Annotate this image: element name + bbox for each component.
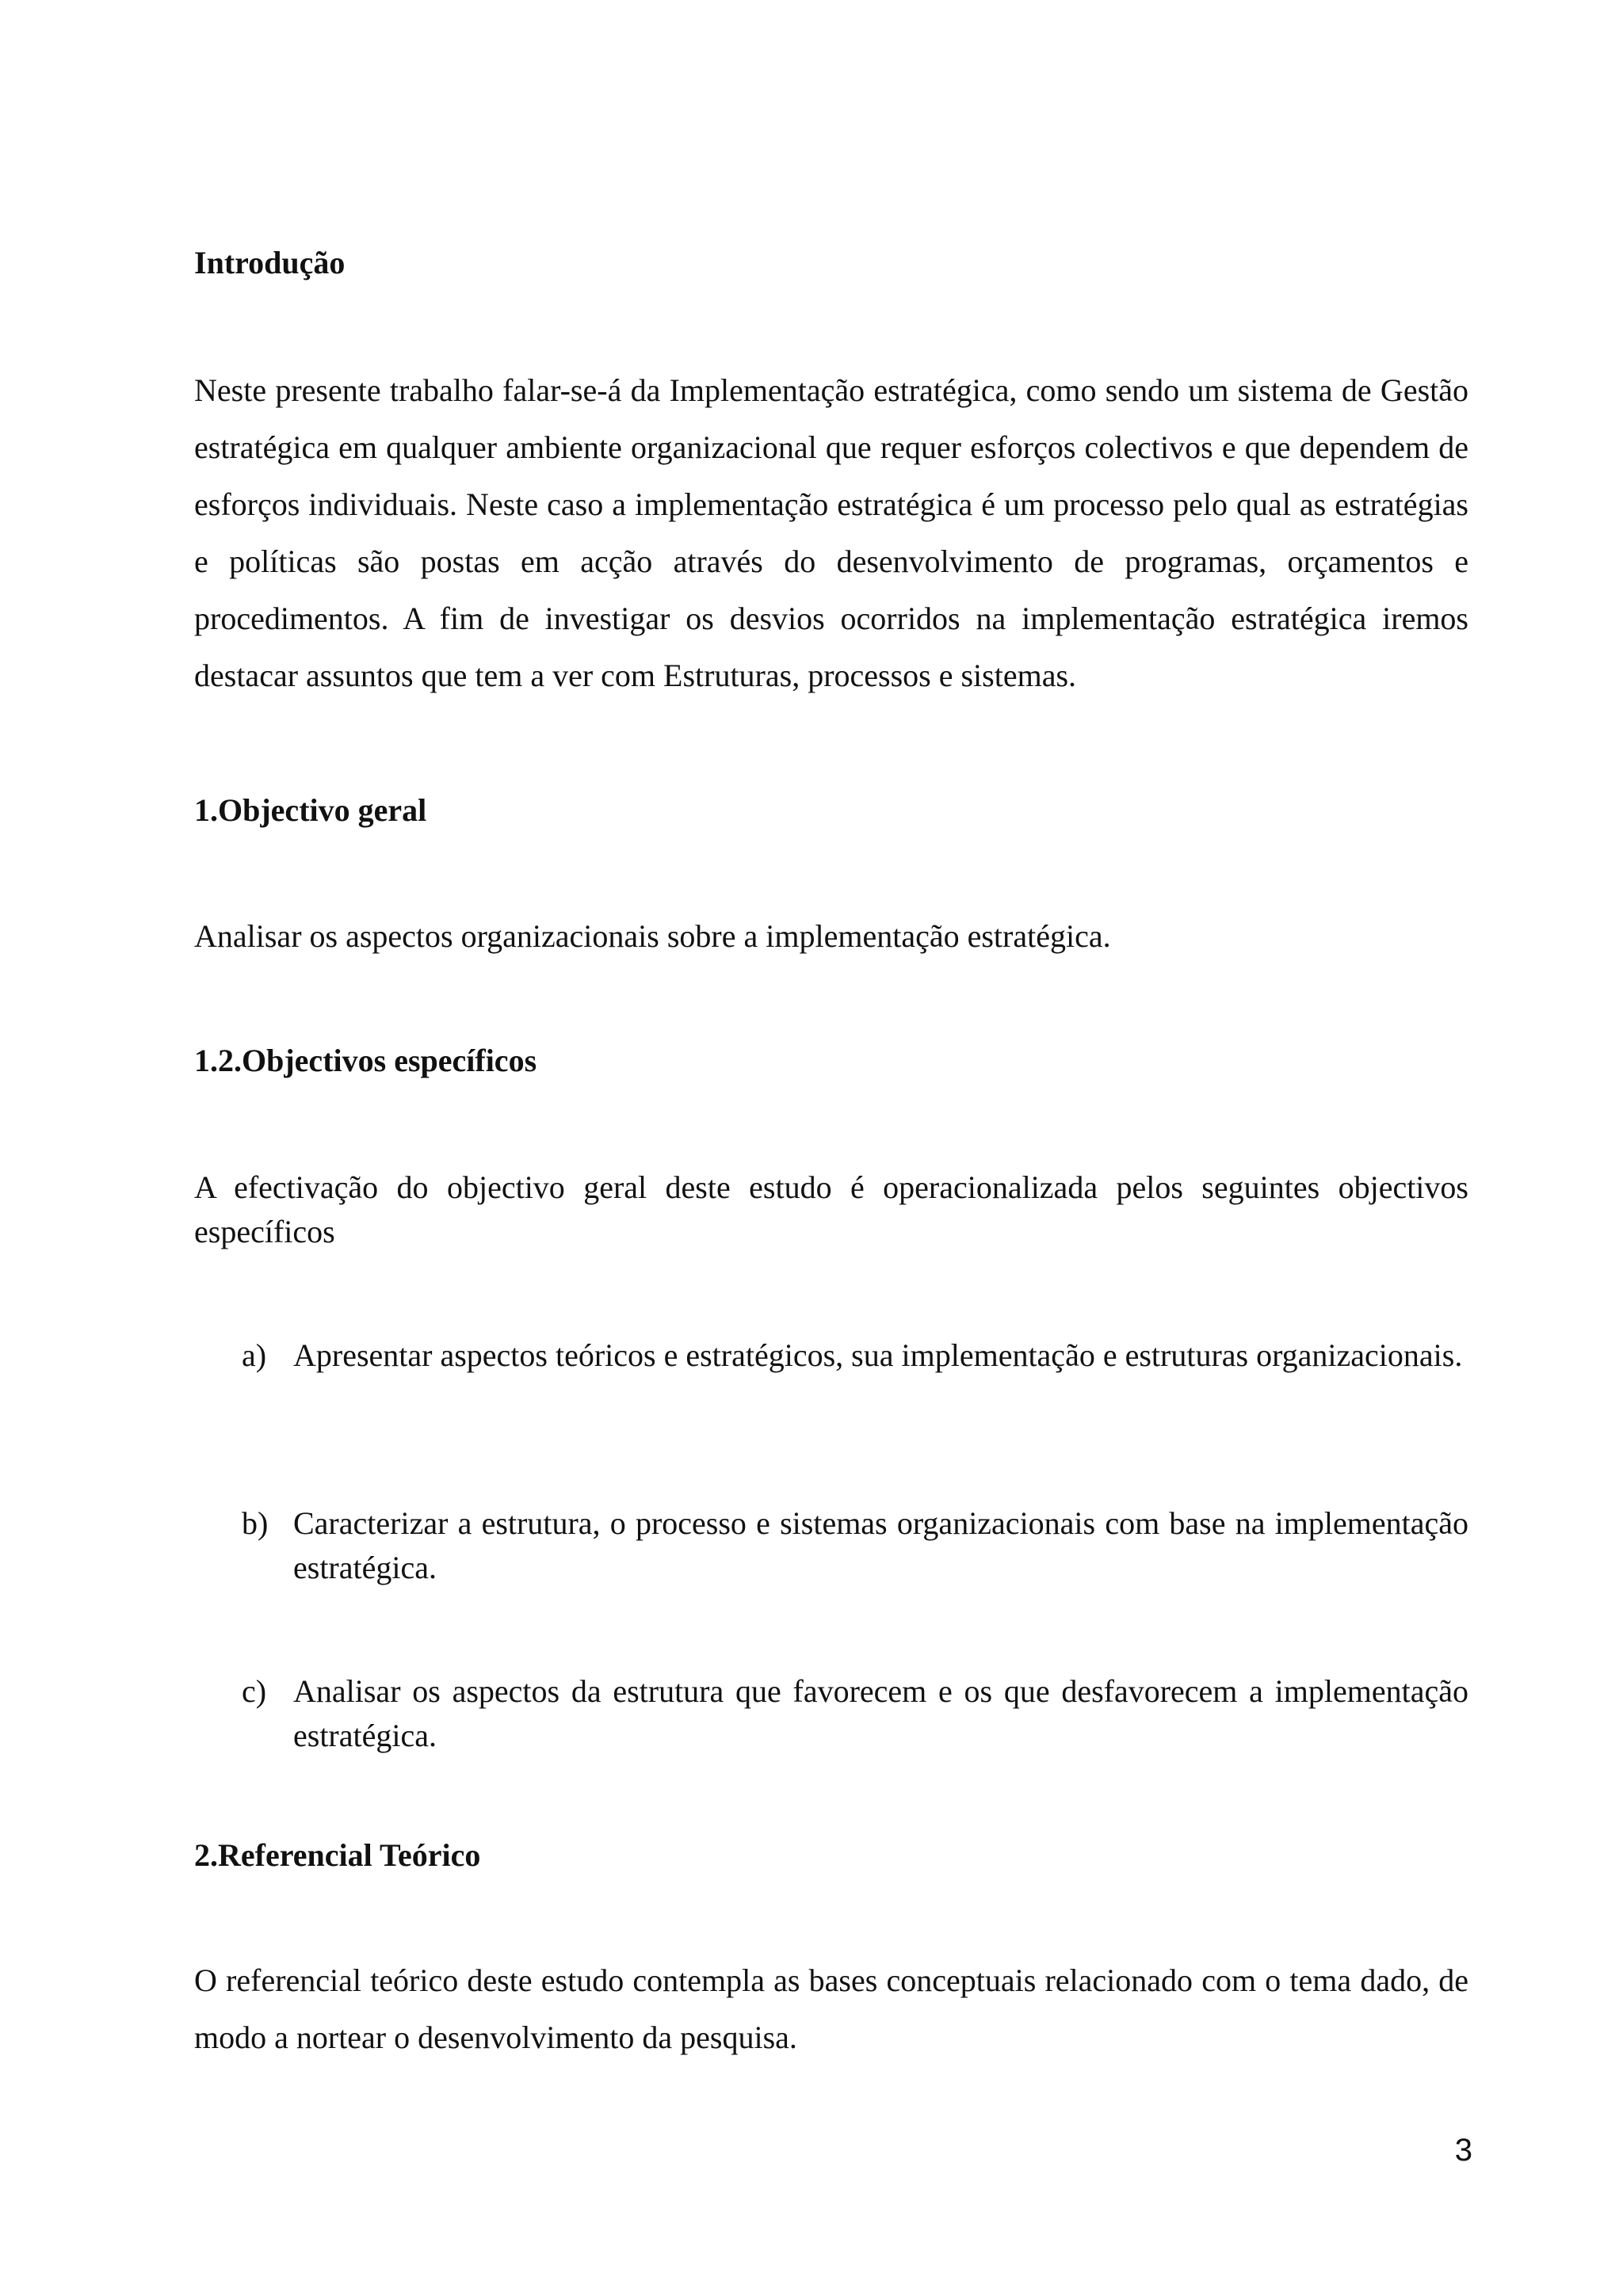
theoretical-reference-paragraph: O referencial teórico deste estudo contempla as bases conceptuais relacionado com o tema dado, de modo a nortear o desenvolvimento da pesquisa.: [194, 1962, 1468, 2055]
list-item: [242, 1669, 1468, 1758]
intro-paragraph: Neste presente trabalho falar-se-á da Implementação estratégica, como sendo um sistema de Gestão estratégica em qualquer ambiente organizacional que requer esforços colectivos e que dependem de esforços individuais. Neste caso a implementação estratégica é um processo pelo qual as estratégias e políticas são postas em acção através do desenvolvimento de programas, orçamentos e procedimentos. A fim de investigar os desvios ocorridos na implementação estratégica iremos destacar assuntos que tem a ver com Estruturas, processos e sistemas.: [194, 372, 1468, 693]
page-number: 3: [1454, 2133, 1472, 2168]
list-marker: b): [242, 1505, 269, 1541]
list-item-text: Caracterizar a estrutura, o processo e sistemas organizacionais com base na implementação estratégica.: [293, 1505, 1468, 1585]
general-objective-heading: 1.Objectivo geral: [194, 792, 427, 828]
list-marker: a): [242, 1337, 267, 1373]
intro-heading: Introdução: [194, 245, 346, 280]
theoretical-reference-heading: 2.Referencial Teórico: [194, 1837, 481, 1873]
general-objective-paragraph: Analisar os aspectos organizacionais sobre a implementação estratégica.: [194, 918, 1111, 954]
list-item-text: Analisar os aspectos da estrutura que favorecem e os que desfavorecem a implementação estratégica.: [293, 1673, 1468, 1753]
specific-objectives-paragraph: A efectivação do objectivo geral deste estudo é operacionalizada pelos seguintes objectivos específicos: [194, 1169, 1468, 1249]
list-item: [242, 1501, 1468, 1590]
specific-objectives-heading: 1.2.Objectivos específicos: [194, 1043, 537, 1078]
list-item: [242, 1333, 1468, 1378]
list-marker: c): [242, 1673, 267, 1709]
list-item-text: Apresentar aspectos teóricos e estratégicos, sua implementação e estruturas organizacionais.: [293, 1337, 1463, 1373]
